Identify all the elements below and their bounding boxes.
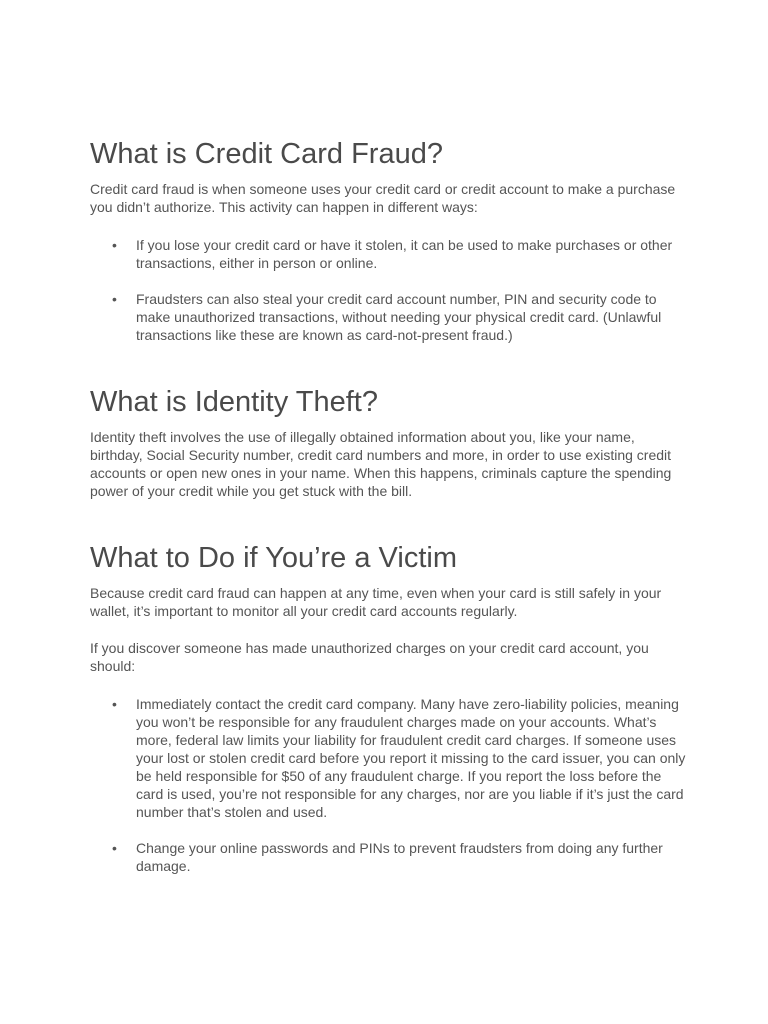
paragraph-you-should: If you discover someone has made unauthorized charges on your credit card account, you should: — [90, 640, 649, 674]
paragraph-identity-theft: Identity theft involves the use of illegally obtained information about you, like your name, birthday, Social Security number, credit card numbers and more, in order to use existing credit accounts or open new ones in your name. When this happens, criminals capture the spending power of your credit while you get stuck with the bill. — [90, 429, 672, 499]
list-item-text: Immediately contact the credit card company. Many have zero-liability policies, meaning you won’t be responsible for any fraudulent charges made on your accounts. What’s more, federal law limits your liability for fraudulent credit card charges. If someone uses your lost or stolen credit card before you report it missing to the card issuer, you can only be held responsible for $50 of any fraudulent charge. If you report the loss before the card is used, you’re not responsible for any charges, nor are you liable if it’s just the card number that’s stolen and used. — [136, 696, 686, 820]
victim-steps-list — [90, 695, 688, 875]
list-item-text: Change your online passwords and PINs to prevent fraudsters from doing any further damage. — [136, 840, 663, 874]
list-item-text: If you lose your credit card or have it stolen, it can be used to make purchases or other transactions, either in person or online. — [136, 237, 673, 271]
list-item — [90, 290, 688, 344]
list-item — [90, 236, 688, 272]
paragraph-credit-card-fraud-intro: Credit card fraud is when someone uses your credit card or credit account to make a purchase you didn’t authorize. This activity can happen in different ways: — [90, 181, 676, 215]
heading-what-to-do: What to Do if You’re a Victim — [90, 542, 457, 574]
bullet-glyph: • — [112, 840, 117, 856]
bullet-glyph: • — [112, 696, 117, 712]
heading-identity-theft: What is Identity Theft? — [90, 386, 378, 418]
bullet-glyph: • — [112, 237, 117, 253]
list-item — [90, 695, 688, 821]
list-item-text: Fraudsters can also steal your credit card account number, PIN and security code to make unauthorized transactions, without needing your physical credit card. (Unlawful transactions like these are known as card-not-present fraud.) — [136, 291, 662, 343]
heading-credit-card-fraud: What is Credit Card Fraud? — [90, 138, 443, 170]
credit-card-fraud-list — [90, 236, 688, 344]
list-item — [90, 839, 688, 875]
paragraph-monitor-accounts: Because credit card fraud can happen at any time, even when your card is still safely in your wallet, it’s important to monitor all your credit card accounts regularly. — [90, 585, 662, 619]
bullet-glyph: • — [112, 291, 117, 307]
